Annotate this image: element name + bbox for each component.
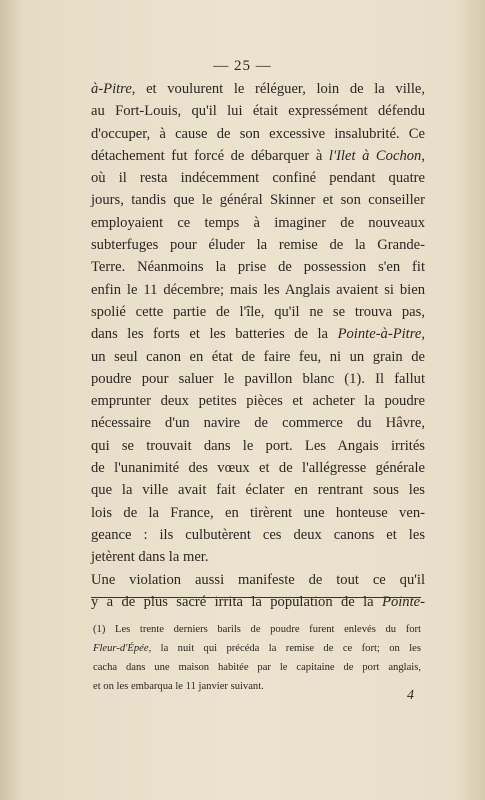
text-run: où il resta indécemment confiné pendant quatre xyxy=(91,170,425,187)
text-run: , xyxy=(421,326,425,343)
text-line xyxy=(91,234,425,256)
text-run: nécessaire d'un navire de commerce du Hâvre, xyxy=(91,415,425,432)
footnote-line xyxy=(93,639,421,658)
text-run: jetèrent dans la mer. xyxy=(91,549,209,566)
italic-text: Pointe- xyxy=(382,593,425,610)
text-line xyxy=(91,189,425,211)
text-run: spolié cette partie de l'île, qu'il ne se trouva pas, xyxy=(91,303,425,320)
text-line xyxy=(91,368,425,390)
text-line xyxy=(91,502,425,524)
text-run: subterfuges pour éluder la remise de la Grande- xyxy=(91,237,425,254)
text-line xyxy=(91,524,425,546)
text-run: cacha dans une maison habitée par le capitaine de port anglais, xyxy=(93,662,421,673)
text-run: Terre. Néanmoins la prise de possession s'en fit xyxy=(91,259,425,276)
text-run: y a de plus sacré irrita la population de la xyxy=(91,593,383,610)
footnote-line xyxy=(93,677,421,696)
text-line xyxy=(91,435,425,457)
text-line xyxy=(91,279,425,301)
text-line xyxy=(91,412,425,434)
text-line xyxy=(91,479,425,501)
text-line xyxy=(91,256,425,278)
text-run: dans les forts et les batteries de la xyxy=(91,326,338,343)
text-run: que la ville avait fait éclater en rentrant sous les xyxy=(91,482,425,499)
text-line xyxy=(91,457,425,479)
text-line xyxy=(91,346,425,368)
text-run: (1) Les trente derniers barils de poudre furent enlevés du fort xyxy=(93,624,421,635)
text-run: détachement fut forcé de débarquer à xyxy=(91,147,329,164)
italic-text: à-Pitre xyxy=(91,81,132,97)
signature-mark: 4 xyxy=(407,688,414,703)
page-number: — 25 — xyxy=(213,58,272,74)
text-run: et on les embarqua le 11 janvier suivant. xyxy=(93,681,264,692)
text-run: un seul canon en état de faire feu, ni un grain de xyxy=(91,348,425,365)
text-run: d'occuper, à cause de son excessive insalubrité. Ce xyxy=(91,125,425,142)
text-run: employaient ce temps à imaginer de nouveaux xyxy=(91,214,425,231)
text-run: enfin le 11 décembre; mais les Anglais avaient si bien xyxy=(91,281,425,298)
italic-text: Pointe-à-Pitre xyxy=(337,326,422,343)
text-run: poudre pour saluer le pavillon blanc (1). Il fallut xyxy=(91,370,425,387)
text-run: , et voulurent le réléguer, loin de la ville, xyxy=(131,81,425,97)
text-line xyxy=(91,301,425,323)
text-run: emprunter deux petites pièces et acheter la poudre xyxy=(91,393,425,410)
text-run: de l'unanimité des vœux et de l'allégresse générale xyxy=(91,460,425,477)
italic-text: Fleur-d'Épée xyxy=(93,643,149,654)
footnote xyxy=(93,620,421,696)
text-line xyxy=(91,145,425,167)
text-line xyxy=(91,323,425,345)
text-run: au Fort-Louis, qu'il lui était expressément défendu xyxy=(91,103,425,120)
text-run: , xyxy=(421,147,425,164)
text-run: , la nuit qui précéda la remise de ce fort; on les xyxy=(148,643,421,654)
text-line xyxy=(91,123,425,145)
text-line xyxy=(91,167,425,189)
text-run: jours, tandis que le général Skinner et son conseiller xyxy=(91,192,425,209)
text-run: qui se trouvait dans le port. Les Angais irrités xyxy=(91,437,425,454)
text-run: lois de la France, en tirèrent une honteuse ven- xyxy=(91,504,425,521)
text-line xyxy=(91,546,425,568)
text-line xyxy=(91,212,425,234)
text-run: geance : ils culbutèrent ces deux canons et les xyxy=(91,526,425,543)
footnote-rule xyxy=(91,597,421,598)
text-line xyxy=(91,591,425,613)
footnote-line xyxy=(93,658,421,677)
text-run: Une violation aussi manifeste de tout ce qu'il xyxy=(91,571,425,588)
footnote-line xyxy=(93,620,421,639)
text-line xyxy=(91,100,425,122)
body-text xyxy=(91,78,425,613)
text-line xyxy=(91,390,425,412)
text-line xyxy=(91,78,425,100)
text-line xyxy=(91,569,425,591)
italic-text: l'Ilet à Cochon xyxy=(328,147,422,164)
